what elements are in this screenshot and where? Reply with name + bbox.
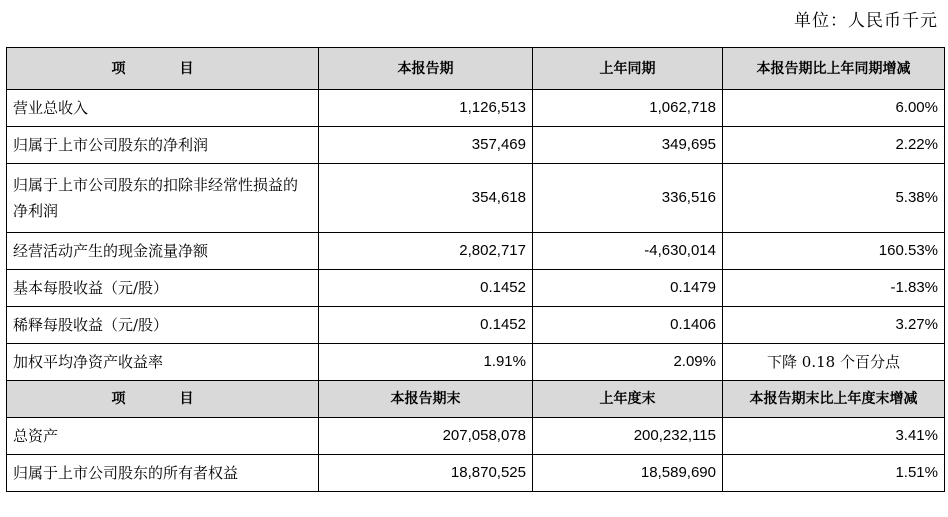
table-row (7, 418, 945, 455)
change-value: 3.27% (723, 307, 945, 344)
change-value: 3.41% (723, 418, 945, 455)
prior-value: 2.09% (533, 344, 723, 381)
header-prior-year-end: 上年度末 (533, 381, 723, 418)
change-value: 6.00% (723, 90, 945, 127)
current-value: 18,870,525 (319, 455, 533, 492)
change-value: 1.51% (723, 455, 945, 492)
current-value: 0.1452 (319, 307, 533, 344)
current-value: 357,469 (319, 127, 533, 164)
row-label: 归属于上市公司股东的扣除非经常性损益的净利润 (7, 164, 319, 233)
header-change: 本报告期比上年同期增减 (723, 48, 945, 90)
header-item: 项 目 (7, 48, 319, 90)
table-row (7, 90, 945, 127)
prior-value: 200,232,115 (533, 418, 723, 455)
header-prior-period: 上年同期 (533, 48, 723, 90)
table-row (7, 307, 945, 344)
prior-value: 336,516 (533, 164, 723, 233)
change-value: 160.53% (723, 233, 945, 270)
prior-value: 0.1406 (533, 307, 723, 344)
current-value: 207,058,078 (319, 418, 533, 455)
row-label: 稀释每股收益（元/股） (7, 307, 319, 344)
table-row (7, 164, 945, 233)
row-label: 加权平均净资产收益率 (7, 344, 319, 381)
row-label: 总资产 (7, 418, 319, 455)
row-label: 经营活动产生的现金流量净额 (7, 233, 319, 270)
header-change: 本报告期末比上年度末增减 (723, 381, 945, 418)
table-row (7, 455, 945, 492)
header-item: 项 目 (7, 381, 319, 418)
table-row (7, 270, 945, 307)
prior-value: 18,589,690 (533, 455, 723, 492)
change-value: 5.38% (723, 164, 945, 233)
prior-value: 349,695 (533, 127, 723, 164)
table-header-row (7, 48, 945, 90)
change-value: 2.22% (723, 127, 945, 164)
current-value: 354,618 (319, 164, 533, 233)
unit-label: 单位：人民币千元 (794, 11, 938, 31)
row-label: 归属于上市公司股东的净利润 (7, 127, 319, 164)
current-value: 2,802,717 (319, 233, 533, 270)
change-value: -1.83% (723, 270, 945, 307)
header-period-end: 本报告期末 (319, 381, 533, 418)
prior-value: 1,062,718 (533, 90, 723, 127)
financial-summary-table (6, 47, 945, 492)
row-label: 基本每股收益（元/股） (7, 270, 319, 307)
table-row (7, 344, 945, 381)
table-header-row (7, 381, 945, 418)
current-value: 1,126,513 (319, 90, 533, 127)
header-current-period: 本报告期 (319, 48, 533, 90)
table-row (7, 127, 945, 164)
change-value: 下降 0.18 个百分点 (723, 344, 945, 381)
row-label: 归属于上市公司股东的所有者权益 (7, 455, 319, 492)
prior-value: 0.1479 (533, 270, 723, 307)
current-value: 0.1452 (319, 270, 533, 307)
current-value: 1.91% (319, 344, 533, 381)
table-row (7, 233, 945, 270)
prior-value: -4,630,014 (533, 233, 723, 270)
row-label: 营业总收入 (7, 90, 319, 127)
